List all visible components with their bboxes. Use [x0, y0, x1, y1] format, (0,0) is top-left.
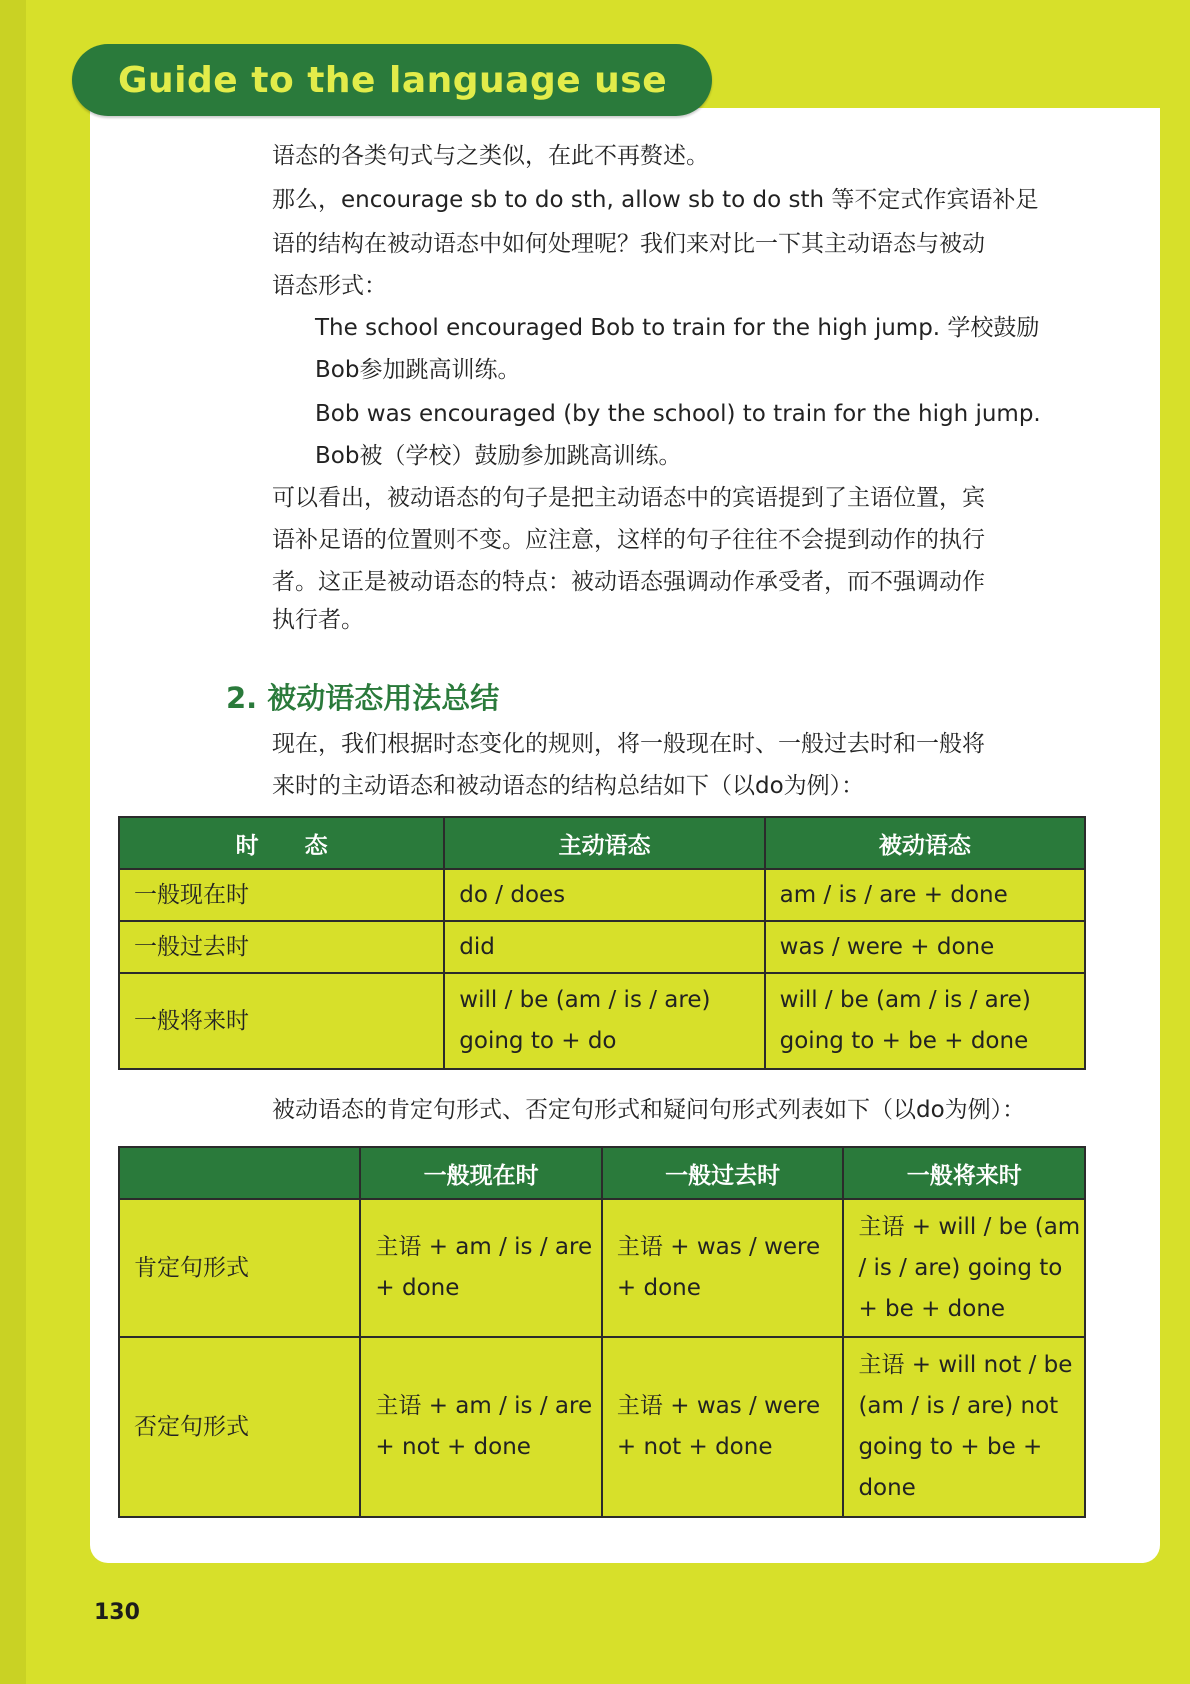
cell-line: + not + done	[375, 1434, 531, 1460]
cell-line: / is / are) going to	[858, 1254, 1063, 1281]
section-header	[72, 44, 712, 116]
section-2-intro-line-2: 来时的主动语态和被动语态的结构总结如下（以do为例）：	[272, 773, 865, 799]
page-number: 130	[94, 1600, 140, 1625]
table-header-row	[119, 817, 1085, 869]
example-1-line-2: Bob参加跳高训练。	[315, 357, 521, 383]
table-header-row	[119, 1147, 1085, 1199]
cell-line: going to + do	[459, 1028, 617, 1054]
page-edge	[0, 0, 26, 1684]
table-cell-past	[602, 1199, 844, 1337]
cell-line: (am / is / are) not	[858, 1393, 1059, 1419]
table-header-present: 一般现在时	[360, 1147, 602, 1199]
cell-line: + done	[375, 1275, 460, 1301]
cell-line: going to + be +	[858, 1434, 1043, 1460]
cell-line: done	[858, 1475, 916, 1501]
table-cell-tense: 一般现在时	[119, 869, 444, 921]
cell-line: + done	[616, 1275, 701, 1301]
table-cell-past	[602, 1337, 844, 1517]
cell-line: 主语 + am / is / are	[375, 1393, 593, 1419]
table-row	[119, 921, 1085, 973]
table-cell-active	[444, 973, 764, 1069]
paragraph-3-line-2: 语补足语的位置则不变。应注意，这样的句子往往不会提到动作的执行	[272, 527, 985, 553]
example-2-line-2: Bob被（学校）鼓励参加跳高训练。	[315, 443, 682, 469]
paragraph-1: 语态的各类句式与之类似，在此不再赘述。	[272, 143, 709, 169]
table-header-passive: 被动语态	[765, 817, 1085, 869]
cell-line: 主语 + am / is / are	[375, 1234, 593, 1260]
cell-line: 主语 + was / were	[616, 1393, 821, 1419]
table-cell-passive: was / were + done	[765, 921, 1085, 973]
table-2-intro: 被动语态的肯定句形式、否定句形式和疑问句形式列表如下（以do为例）：	[272, 1097, 1026, 1123]
table-cell-future	[843, 1199, 1085, 1337]
table-header-active: 主动语态	[444, 817, 764, 869]
table-cell-active: do / does	[444, 869, 764, 921]
table-row	[119, 973, 1085, 1069]
table-header-tense: 时 态	[119, 817, 444, 869]
cell-line: will / be (am / is / are)	[459, 987, 711, 1013]
paragraph-2-line-1: 那么，encourage sb to do sth, allow sb to do sth 等不定式作宾语补足	[272, 187, 1039, 213]
table-row	[119, 1337, 1085, 1517]
tense-voice-table	[118, 816, 1086, 1070]
section-2-title: 2. 被动语态用法总结	[226, 681, 500, 715]
cell-line: 主语 + will not / be	[858, 1352, 1073, 1378]
cell-line: will / be (am / is / are)	[779, 987, 1031, 1013]
table-header-future: 一般将来时	[843, 1147, 1085, 1199]
table-cell-present	[360, 1337, 602, 1517]
example-2-line-1: Bob was encouraged (by the school) to train for the high jump.	[315, 401, 1041, 427]
table-cell-passive: am / is / are + done	[765, 869, 1085, 921]
cell-line: + not + done	[616, 1434, 773, 1460]
table-cell-future	[843, 1337, 1085, 1517]
cell-line: + be + done	[858, 1295, 1006, 1322]
paragraph-3-line-3: 者。这正是被动语态的特点：被动语态强调动作承受者，而不强调动作	[272, 569, 985, 595]
table-header-past: 一般过去时	[602, 1147, 844, 1199]
cell-line: going to + be + done	[779, 1028, 1029, 1054]
table-cell-active: did	[444, 921, 764, 973]
table-header-blank	[119, 1147, 360, 1199]
table-cell-present	[360, 1199, 602, 1337]
paragraph-3-line-1: 可以看出，被动语态的句子是把主动语态中的宾语提到了主语位置，宾	[272, 485, 985, 511]
paragraph-2-line-3: 语态形式：	[272, 273, 387, 299]
table-row	[119, 869, 1085, 921]
sentence-form-table	[118, 1146, 1086, 1518]
section-2-intro-line-1: 现在，我们根据时态变化的规则，将一般现在时、一般过去时和一般将	[272, 731, 985, 757]
table-cell-label: 否定句形式	[119, 1337, 360, 1517]
cell-line: 主语 + was / were	[616, 1234, 821, 1260]
paragraph-3-line-4: 执行者。	[272, 607, 364, 633]
cell-line: 主语 + will / be (am	[858, 1213, 1081, 1240]
example-1-line-1: The school encouraged Bob to train for the high jump. 学校鼓励	[315, 315, 1040, 341]
table-cell-tense: 一般将来时	[119, 973, 444, 1069]
table-row	[119, 1199, 1085, 1337]
paragraph-2-line-2: 语的结构在被动语态中如何处理呢？我们来对比一下其主动语态与被动	[272, 231, 985, 257]
table-cell-tense: 一般过去时	[119, 921, 444, 973]
header-title: Guide to the language use	[118, 59, 668, 101]
table-cell-passive	[765, 973, 1085, 1069]
table-cell-label: 肯定句形式	[119, 1199, 360, 1337]
